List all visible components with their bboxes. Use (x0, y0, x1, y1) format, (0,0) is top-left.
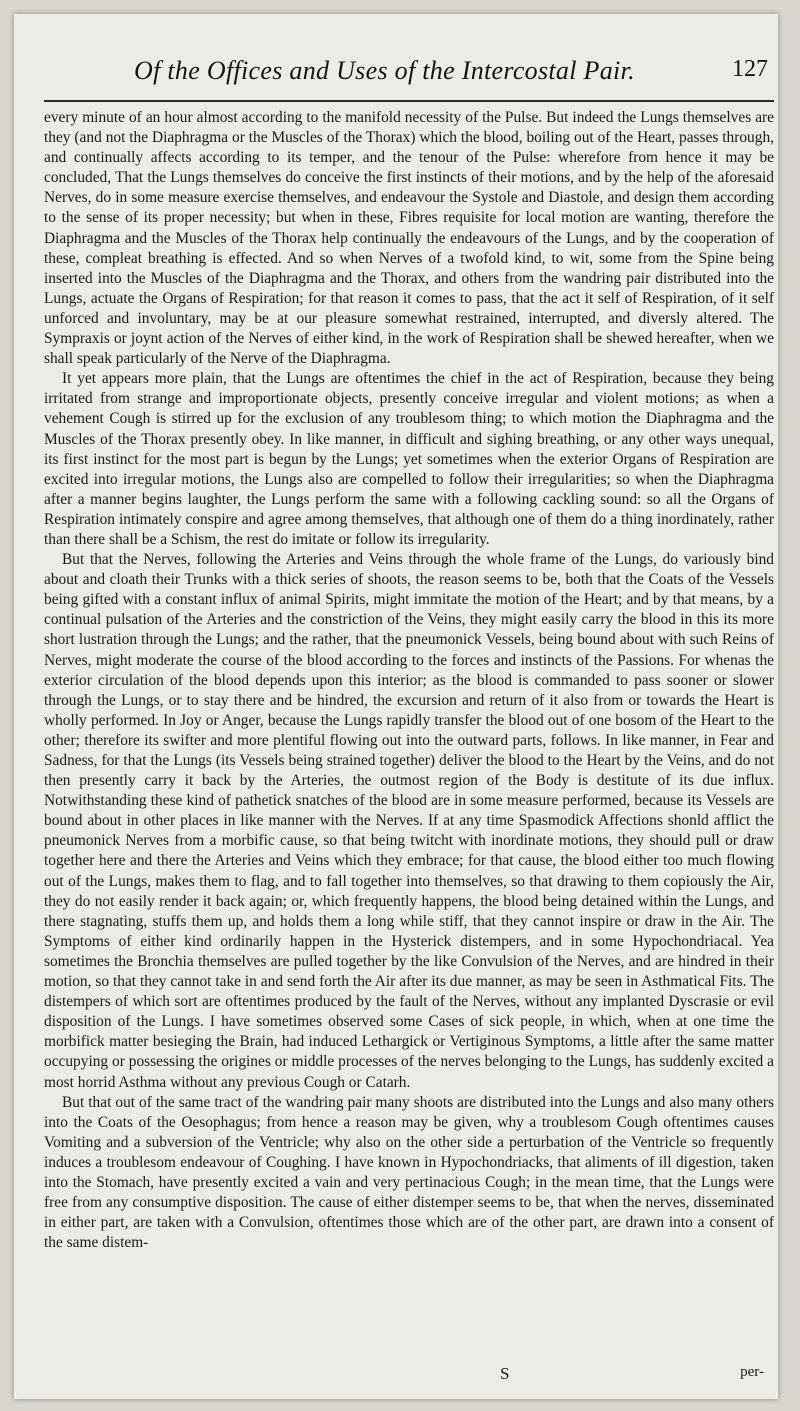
paragraph-continuation: every minute of an hour almost according to the manifold necessity of the Pulse. But indeed the Lungs themselves are they (and not the Diaphragma or the Muscles of the Thorax) which the blood, boiling out of the Heart, passes through, and continually affects according to its temper, and the tenour of the Pulse: wherefore from hence it may be concluded, That the Lungs themselves do conceive the first instincts of their motions, and by the help of the aforesaid Nerves, do in some measure exercise themselves, and endeavour the Systole and Diastole, and design them according to the sense of its proper necessity; but when in these, Fibres requisite for local motion are wanting, therefore the Diaphragma and the Muscles of the Thorax help continually the endeavours of the Lungs, and by the cooperation of these, compleat breathing is effected. And so when Nerves of a twofold kind, to wit, some from the Spine being inserted into the Muscles of the Diaphragma and the Thorax, and others from the wandring pair distributed into the Lungs, actuate the Organs of Respiration; for that reason it comes to pass, that the act it self of Respiration, of it self unforced and involuntary, may be at our pleasure somewhat restrained, interrupted, and diversly altered. The Sympraxis or joynt action of the Nerves of either kind, in the work of Respiration shall be shewed hereafter, when we shall speak particularly of the Nerve of the Diaphragma. (44, 109, 774, 368)
book-page (14, 14, 778, 1399)
header-rule (44, 100, 774, 102)
paragraph: But that the Nerves, following the Arteries and Veins through the whole frame of the Lungs, do variously bind about and cloath their Trunks with a thick series of shoots, the reason seems to be, both that the Coats of the Vessels being gifted with a constant influx of animal Spirits, might immitate the motion of the Heart; and by that means, by a continual pulsation of the Arteries and the constriction of the Veins, they might easily carry the blood in this its more short lustration through the Lungs; and the rather, that the pneumonick Vessels, being bound about with such Reins of Nerves, might moderate the course of the blood according to the forces and instincts of the Passions. For whenas the exterior circulation of the blood depends upon this interior; as the blood is commanded to pass sooner or slower through the Lungs, or to stay there and be hindred, the excursion and return of it also from or towards the Heart is wholly performed. In Joy or Anger, because the Lungs rapidly transfer the blood out of one bosom of the Heart to the other; therefore its swifter and more plentiful flowing out into the outward parts, follows. In like manner, in Fear and Sadness, for that the Lungs (its Vessels being strained together) deliver the blood to the Heart by the Veins, and do not then presently carry it back by the Arteries, the outmost region of the Body is destitute of its due influx. Notwithstanding these kind of pathetick snatches of the blood are in some measure performed, because its Vessels are bound about in other places in like manner with the Nerves. If at any time Spasmodick Affections shonld afflict the pneumonick Nerves from a morbific cause, so that being twitcht with inordinate motions, they should pull or draw together here and there the Arteries and Veins which they embrace; for that cause, the blood either too much flowing out of the Lungs, makes them to flag, and to fall together into themselves, so that drawing to them copiously the Air, they do not easily render it back again; or, which frequently happens, the blood being detained within the Lungs, and there stagnating, stuffs them up, and holds them a long while stiff, that they cannot inspire or draw in the Air. The Symptoms of either kind ordinarily happen in the Hysterick distempers, and in some Hypochondriacal. Yea sometimes the Bronchia themselves are pulled together by the like Convulsion of the Nerves, and are hindred in their motion, so that they cannot take in and send forth the Air after its due manner, as may be seen in Asthmatical Fits. The distempers of which sort are oftentimes produced by the fault of the Nerves, without any implanted Dyscrasie or evil disposition of the Lungs. I have sometimes observed some Cases of sick people, in which, when at one time the morbifick matter besieging the Brain, had induced Lethargick or Vertiginous Symptoms, a little after the same matter occupying or possessing the origines or middle processes of the nerves belonging to the Lungs, has suddenly excited a most horrid Asthma without any previous Cough or Catarh. (44, 551, 774, 1091)
paragraph: It yet appears more plain, that the Lungs are oftentimes the chief in the act of Respiration, because they being irritated from strange and improportionate objects, presently conceive irregular and violent motions; as when a vehement Cough is stirred up for the exclusion of any troublesom thing; to which motion the Diaphragma and the Muscles of the Thorax presently obey. In like manner, in difficult and sighing breathing, or any other ways unequal, its first instinct for the most part is begun by the Lungs; yet sometimes when the exterior Organs of Respiration are excited into irregular motions, the Lungs also are compelled to follow their irregularities; so when the Diaphragma after a manner begins laughter, the Lungs perform the same with a following cackling sound: so all the Organs of Respiration intimately conspire and agree among themselves, that although one of them do a thing inordinately, rather than there shall be a Schism, the rest do imitate or follow its irregularity. (44, 370, 774, 548)
page-footer (14, 1364, 778, 1394)
paragraph: But that out of the same tract of the wandring pair many shoots are distributed into the Lungs and also many others into the Coats of the Oesophagus; from hence a reason may be given, why a troublesom Cough oftentimes causes Vomiting and a subversion of the Ventricle; why also on the other side a perturbation of the Ventricle so frequently induces a troublesom endeavour of Coughing. I have known in Hypochondriacks, that aliments of ill digestion, taken into the Stomach, have presently excited a vain and very pertinacious Cough; in the mean time, that the Lungs were free from any consumptive disposition. The cause of either distemper seems to be, that when the nerves, disseminated in either part, are taken with a Convulsion, oftentimes those which are of the other part, are drawn into a consent of the same distem- (44, 1093, 774, 1252)
catchword: per- (740, 1364, 764, 1380)
body-text (44, 108, 774, 1253)
page-header (14, 54, 778, 94)
page-number: 127 (732, 56, 768, 82)
signature-mark: S (500, 1364, 510, 1383)
running-title: Of the Offices and Uses of the Intercostal Pair. (134, 56, 635, 85)
